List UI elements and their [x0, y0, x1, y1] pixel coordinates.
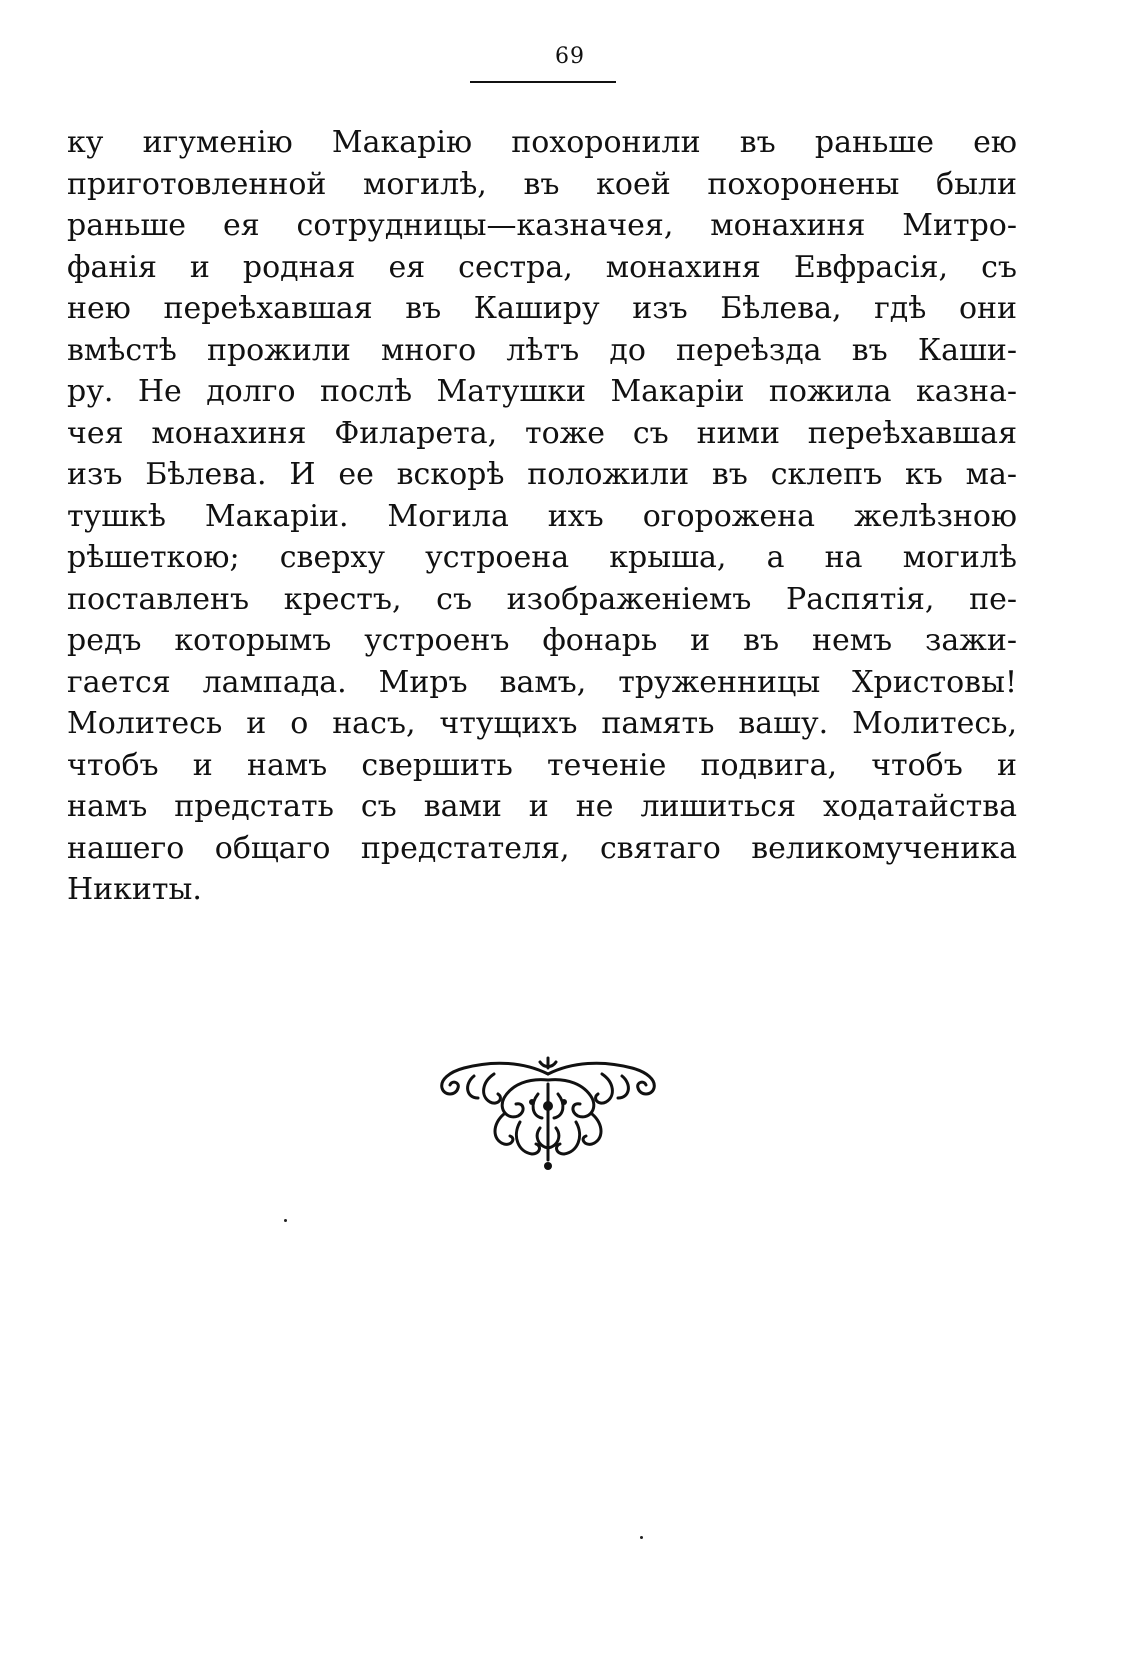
text-line: изъ Бѣлева. И ее вскорѣ положили въ склепъ къ ма- — [67, 457, 1017, 492]
floral-tailpiece-icon — [434, 1054, 662, 1174]
text-line: раньше ея сотрудницы—казначея, монахиня Митро- — [67, 208, 1017, 243]
text-line: вмѣстѣ прожили много лѣтъ до переѣзда въ Каши- — [67, 332, 1017, 368]
text-line: гается лампада. Миръ вамъ, труженницы Христовы! — [67, 664, 1017, 700]
text-line: рѣшеткою; сверху устроена крыша, а на могилѣ — [67, 540, 1017, 575]
text-line: Молитесь и о насъ, чтущихъ память вашу. Молитесь, — [67, 706, 1017, 741]
body-text — [67, 122, 1017, 911]
text-line: тушкѣ Макаріи. Могила ихъ огорожена желѣзною — [67, 498, 1017, 534]
text-line: Никиты. — [67, 872, 202, 907]
text-line: приготовленной могилѣ, въ коей похоронены были — [67, 166, 1017, 202]
text-line: нею переѣхавшая въ Каширу изъ Бѣлева, гдѣ они — [67, 291, 1017, 326]
header-rule — [470, 81, 616, 83]
text-line: чтобъ и намъ свершить теченіе подвига, чтобъ и — [67, 747, 1017, 783]
text-line: намъ предстать съ вами и не лишиться ходатайства — [67, 789, 1017, 824]
text-line: нашего общаго предстателя, святаго великомученика — [67, 830, 1017, 866]
scan-speck — [284, 1219, 287, 1222]
text-line: редъ которымъ устроенъ фонарь и въ немъ зажи- — [67, 623, 1017, 658]
text-line: поставленъ крестъ, съ изображеніемъ Распятія, пе- — [67, 581, 1017, 617]
text-line: ку игуменію Макарію похоронили въ раньше ею — [67, 125, 1017, 160]
page-number: 69 — [555, 44, 585, 69]
text-line: ру. Не долго послѣ Матушки Макаріи пожила казна- — [67, 374, 1017, 409]
text-line: фанія и родная ея сестра, монахиня Евфрасія, съ — [67, 249, 1017, 285]
text-line: чея монахиня Филарета, тоже съ ними переѣхавшая — [67, 415, 1017, 451]
scan-speck — [640, 1536, 643, 1539]
